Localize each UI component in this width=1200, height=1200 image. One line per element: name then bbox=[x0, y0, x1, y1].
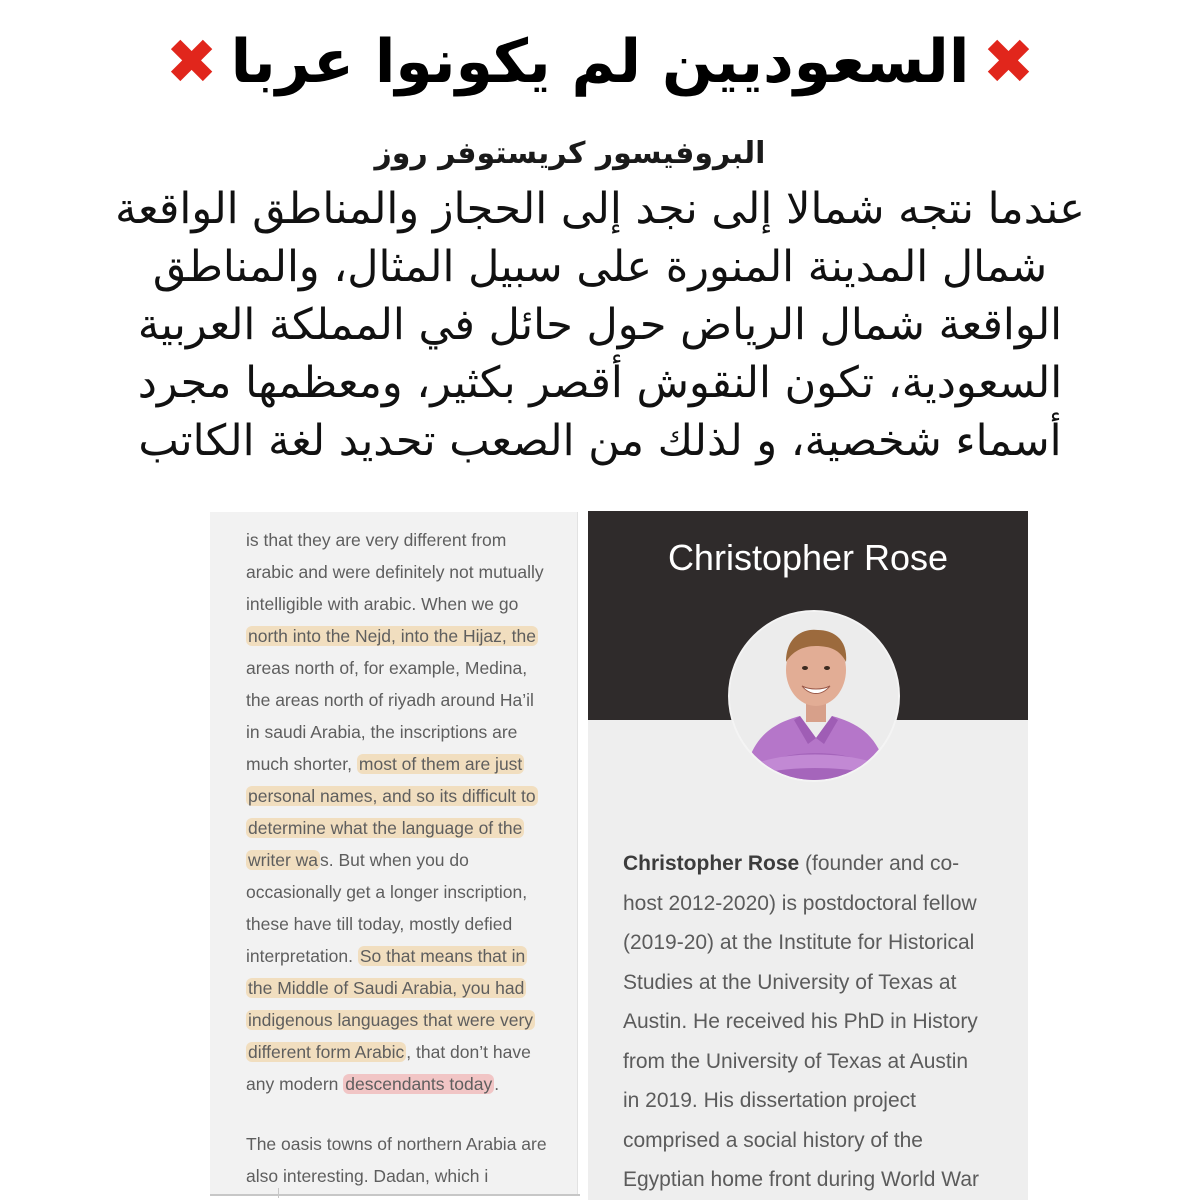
cross-mark-icon: ✖ bbox=[982, 25, 1035, 98]
quote-line: السعودية، تكون النقوش أقصر بكثير، ومعظمها مجرد bbox=[137, 358, 1063, 408]
bio-line bbox=[623, 844, 1023, 884]
article-line: also interesting. Dadan, which i bbox=[246, 1166, 489, 1186]
article-excerpt bbox=[210, 512, 578, 1195]
article-text: areas north of, for example, Medina, bbox=[246, 658, 528, 678]
highlighted-text: writer wa bbox=[248, 850, 319, 870]
paragraph-gap bbox=[246, 1100, 576, 1128]
article-text: the areas north of riyadh around Ha’il bbox=[246, 690, 534, 710]
divider bbox=[278, 1188, 279, 1198]
bio-line: (2019-20) at the Institute for Historical bbox=[623, 931, 975, 954]
quote-line: الواقعة شمال الرياض حول حائل في المملكة العربية bbox=[137, 300, 1063, 350]
highlighted-text: So that means that in bbox=[359, 946, 526, 966]
article-text: . bbox=[494, 1074, 500, 1094]
quote-line: شمال المدينة المنورة على سبيل المثال، والمناطق bbox=[152, 242, 1048, 292]
bio-line: Egyptian home front during World War bbox=[623, 1168, 979, 1191]
bio-line: from the University of Texas at Austin bbox=[623, 1049, 969, 1073]
article-line bbox=[246, 620, 576, 652]
highlighted-text-red: descendants today bbox=[345, 1074, 493, 1094]
article-line bbox=[246, 908, 576, 940]
highlighted-text: determine what the language of the bbox=[248, 818, 523, 838]
profile-name: Christopher Rose bbox=[667, 537, 949, 578]
article-text: these have till today, mostly defied bbox=[246, 914, 513, 934]
article-line bbox=[246, 780, 576, 812]
article-line bbox=[246, 1068, 576, 1100]
article-line bbox=[246, 652, 576, 684]
article-line bbox=[246, 812, 576, 844]
article-text: s. But when you do bbox=[320, 850, 469, 870]
bio-line: in 2019. His dissertation project bbox=[623, 1089, 916, 1112]
profile-bio bbox=[623, 844, 1023, 1200]
article-text: is that they are very different from bbox=[246, 530, 507, 550]
article-line: The oasis towns of northern Arabia are bbox=[246, 1134, 547, 1154]
article-text: much shorter, bbox=[246, 754, 357, 774]
article-text: intelligible with arabic. When we go bbox=[246, 594, 519, 614]
highlighted-text: the Middle of Saudi Arabia, you had bbox=[248, 978, 525, 998]
article-line bbox=[246, 940, 576, 972]
article-line bbox=[246, 748, 576, 780]
article-line bbox=[246, 716, 576, 748]
bio-line: comprised a social history of the bbox=[623, 1128, 923, 1152]
article-line bbox=[246, 684, 576, 716]
article-text: , that don’t have bbox=[406, 1042, 531, 1062]
article-line bbox=[246, 588, 576, 620]
portrait-photo bbox=[730, 612, 900, 782]
arabic-quote bbox=[60, 180, 1140, 470]
headline-text: السعوديين لم يكونوا عربا bbox=[230, 27, 970, 97]
highlighted-text: personal names, and so its difficult to bbox=[248, 786, 536, 806]
article-text: arabic and were definitely not mutually bbox=[246, 562, 544, 582]
speaker-name: البروفيسور كريستوفر روز bbox=[374, 136, 766, 171]
article-text: any modern bbox=[246, 1074, 344, 1094]
avatar bbox=[728, 610, 900, 782]
article-line bbox=[246, 972, 576, 1004]
bio-line: Studies at the University of Texas at bbox=[623, 970, 957, 994]
divider bbox=[210, 1194, 580, 1196]
article-line bbox=[246, 844, 576, 876]
article-line bbox=[246, 524, 576, 556]
article-text: occasionally get a longer inscription, bbox=[246, 882, 528, 902]
highlighted-text: north into the Nejd, into the Hijaz, the bbox=[248, 626, 536, 646]
bio-text: (founder and co- bbox=[799, 852, 960, 875]
highlighted-text: indigenous languages that were very bbox=[248, 1010, 534, 1030]
highlighted-text: most of them are just bbox=[358, 754, 523, 774]
article-text: in saudi Arabia, the inscriptions are bbox=[246, 722, 518, 742]
quote-line: أسماء شخصية، و لذلك من الصعب تحديد لغة الكاتب bbox=[138, 416, 1062, 466]
bio-line: Austin. He received his PhD in History bbox=[623, 1010, 978, 1033]
article-line bbox=[246, 556, 576, 588]
article-line bbox=[246, 876, 576, 908]
cross-mark-icon: ✖ bbox=[165, 25, 218, 98]
bio-line: host 2012-2020) is postdoctoral fellow bbox=[623, 891, 977, 915]
quote-line: عندما نتجه شمالا إلى نجد إلى الحجاز والمناطق الواقعة bbox=[115, 184, 1085, 234]
article-line bbox=[246, 1036, 576, 1068]
bio-name: Christopher Rose bbox=[623, 852, 800, 875]
highlighted-text: different form Arabic bbox=[248, 1042, 405, 1062]
headline bbox=[0, 22, 1200, 102]
article-line bbox=[246, 1004, 576, 1036]
profile-card bbox=[588, 511, 1028, 1200]
article-text: interpretation. bbox=[246, 946, 358, 966]
article-body bbox=[246, 524, 576, 1192]
